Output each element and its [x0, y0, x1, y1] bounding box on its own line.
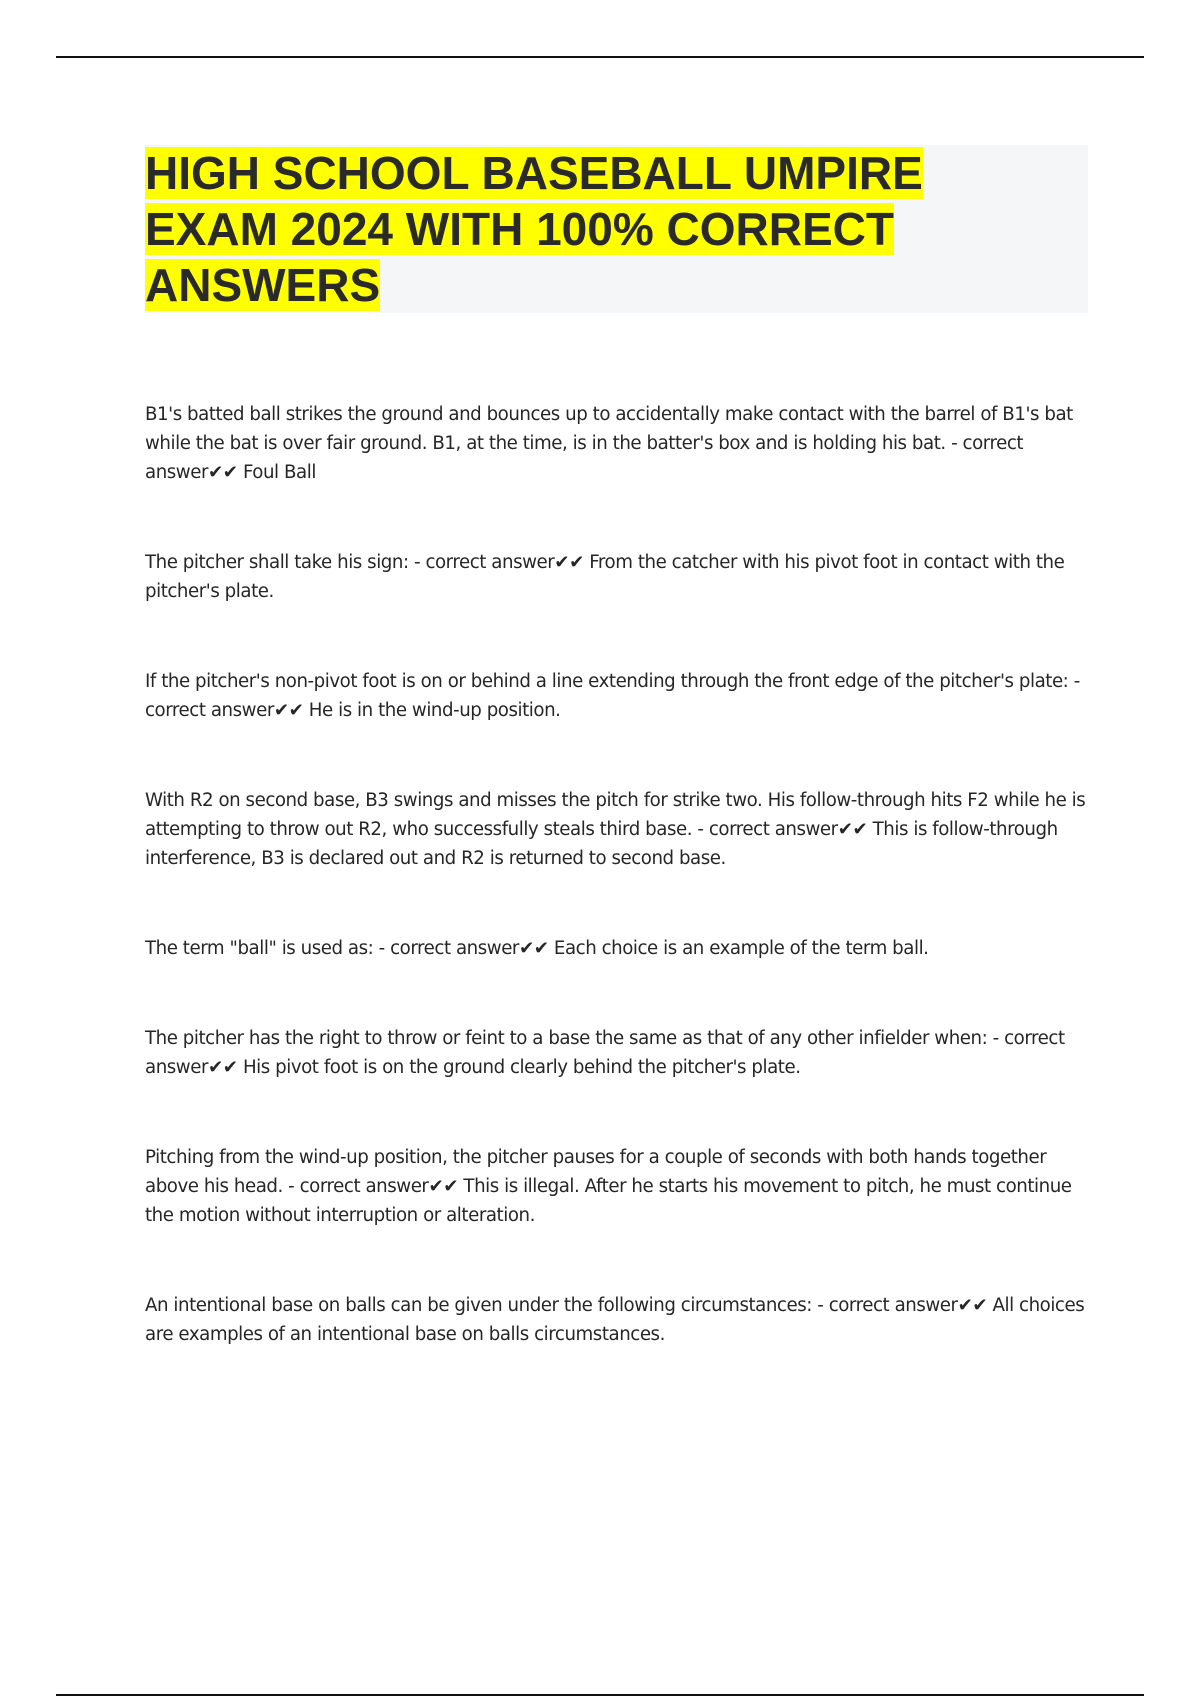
check-icon: ✔✔ — [518, 938, 549, 959]
answer-text: This is illegal. After he starts his movement to pitch, he must continue the motion without interruption or alteration. — [145, 1176, 1072, 1226]
answer-label: correct answer — [145, 1028, 1065, 1078]
question-text: If the pitcher's non-pivot foot is on or behind a line extending through the front edge of the pitcher's plate: — [145, 671, 1069, 692]
answer-label: correct answer — [390, 938, 519, 959]
answer-label: correct answer — [145, 700, 274, 721]
answer-label: correct answer — [828, 1295, 958, 1316]
question-text: The pitcher shall take his sign: — [145, 552, 409, 573]
check-icon: ✔✔ — [428, 1176, 459, 1197]
question-item: The pitcher has the right to throw or feint to a base the same as that of any other infielder when: - correct answer✔✔ His pivot foot is on the ground clearly behind the pitcher's plate. — [145, 1028, 1065, 1078]
bottom-rule — [56, 1694, 1144, 1696]
question-text: B1's batted ball strikes the ground and bounces up to accidentally make contact with the barrel of B1's bat while the bat is over fair ground. B1, at the time, is in the batter's box and is holding his bat. — [145, 404, 1073, 454]
document-title — [145, 145, 1088, 313]
check-icon: ✔✔ — [273, 700, 304, 721]
check-icon: ✔✔ — [837, 819, 868, 840]
question-item: With R2 on second base, B3 swings and misses the pitch for strike two. His follow-through hits F2 while he is attempting to throw out R2, who successfully steals third base. - correct answer✔✔ This is follow-through interference, B3 is declared out and R2 is returned to second base. — [145, 790, 1086, 869]
answer-text: His pivot foot is on the ground clearly behind the pitcher's plate. — [242, 1057, 801, 1078]
title-block — [145, 145, 1088, 313]
question-text: An intentional base on balls can be given under the following circumstances: — [145, 1295, 812, 1316]
question-item: If the pitcher's non-pivot foot is on or behind a line extending through the front edge of the pitcher's plate: - correct answer✔✔ He is in the wind-up position. — [145, 671, 1080, 721]
answer-text: Foul Ball — [242, 462, 316, 483]
answer-label: correct answer — [425, 552, 555, 573]
question-item: B1's batted ball strikes the ground and bounces up to accidentally make contact with the barrel of B1's bat while the bat is over fair ground. B1, at the time, is in the batter's box and is holding his bat. - correct answer✔✔ Foul Ball — [145, 404, 1073, 483]
check-icon: ✔✔ — [208, 1057, 238, 1078]
question-text: The term "ball" is used as: — [145, 938, 374, 959]
question-item: Pitching from the wind-up position, the pitcher pauses for a couple of seconds with both hands together above his head. - correct answer✔✔ This is illegal. After he starts his movement to pitch, he must continue the motion without interruption or alteration. — [145, 1147, 1072, 1226]
answer-text: This is follow-through interference, B3 is declared out and R2 is returned to second base. — [145, 819, 1058, 869]
check-icon: ✔✔ — [208, 462, 238, 483]
check-icon: ✔✔ — [957, 1295, 988, 1316]
answer-text: All choices are examples of an intentional base on balls circumstances. — [145, 1295, 1085, 1345]
question-item: The pitcher shall take his sign: - correct answer✔✔ From the catcher with his pivot foot in contact with the pitcher's plate. — [145, 552, 1065, 602]
question-list — [145, 400, 1090, 1410]
answer-text: He is in the wind-up position. — [308, 700, 561, 721]
answer-label: correct answer — [708, 819, 838, 840]
question-item: The term "ball" is used as: - correct answer✔✔ Each choice is an example of the term ball. — [145, 938, 929, 959]
top-rule — [56, 56, 1144, 58]
title-line-1: HIGH SCHOOL BASEBALL UMPIRE — [145, 147, 923, 199]
answer-label: correct answer — [145, 433, 1024, 483]
title-line-2: EXAM 2024 WITH 100% CORRECT — [145, 203, 894, 255]
question-text: With R2 on second base, B3 swings and misses the pitch for strike two. His follow-through hits F2 while he is attempting to throw out R2, who successfully steals third base. — [145, 790, 1086, 840]
question-item: An intentional base on balls can be given under the following circumstances: - correct answer✔✔ All choices are examples of an intentional base on balls circumstances. — [145, 1295, 1085, 1345]
answer-text: From the catcher with his pivot foot in contact with the pitcher's plate. — [145, 552, 1065, 602]
question-text: The pitcher has the right to throw or feint to a base the same as that of any other infielder when: — [145, 1028, 988, 1049]
check-icon: ✔✔ — [554, 552, 584, 573]
answer-text: Each choice is an example of the term ball. — [553, 938, 929, 959]
answer-label: correct answer — [299, 1176, 429, 1197]
question-text: Pitching from the wind-up position, the pitcher pauses for a couple of seconds with both hands together above his head. — [145, 1147, 1047, 1197]
title-line-3: ANSWERS — [145, 259, 381, 311]
